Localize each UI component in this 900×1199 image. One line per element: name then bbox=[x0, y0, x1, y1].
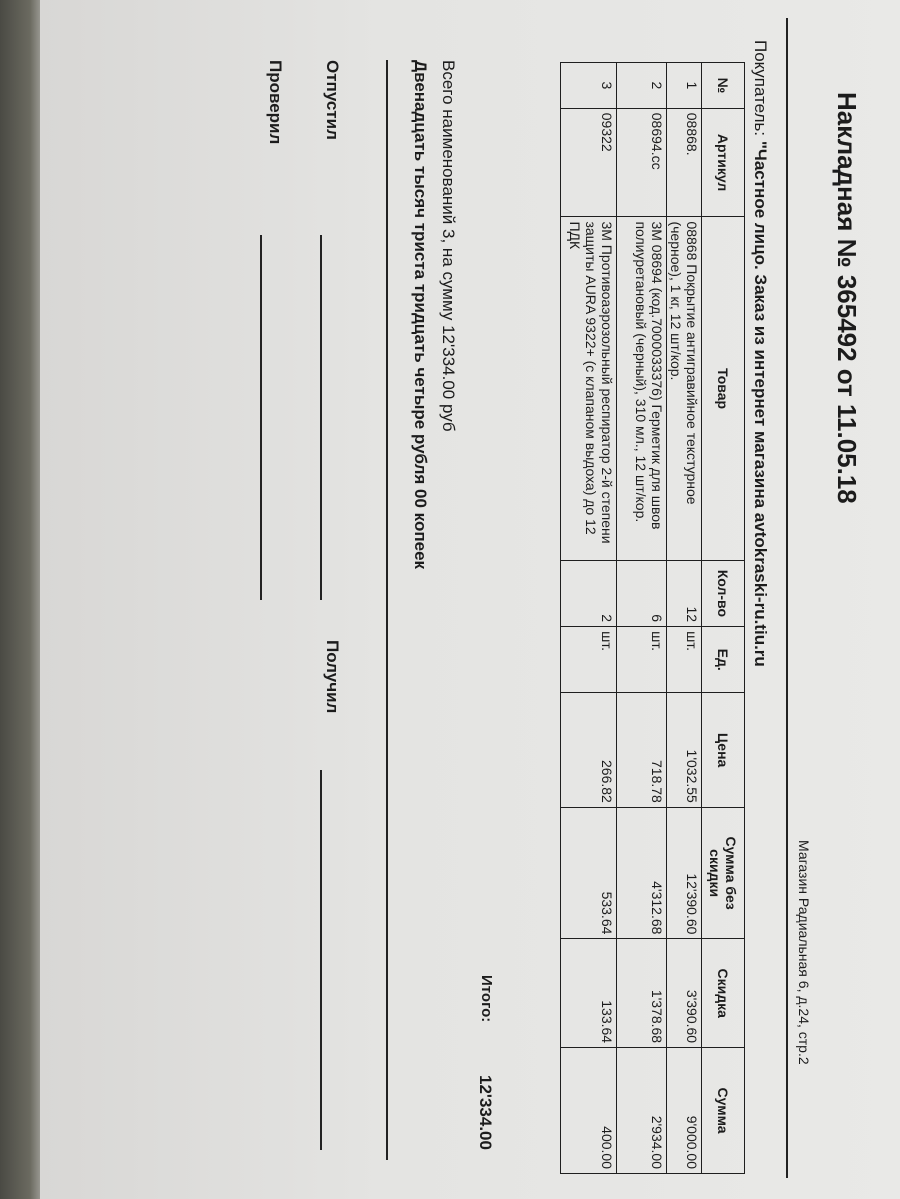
cell-discount: 133.64 bbox=[561, 939, 617, 1048]
header-discount: Скидка bbox=[702, 939, 745, 1048]
cell-num: 3 bbox=[561, 63, 617, 109]
cell-unit: шт. bbox=[561, 627, 617, 693]
cell-num: 1 bbox=[667, 63, 702, 109]
header-divider bbox=[786, 18, 788, 1178]
cell-qty: 12 bbox=[667, 560, 702, 626]
cell-sum-no-discount: 12'390.60 bbox=[667, 807, 702, 939]
header-sum: Сумма bbox=[702, 1048, 745, 1174]
summary-divider bbox=[386, 60, 388, 1160]
items-table bbox=[560, 62, 745, 1174]
cell-article: 09322 bbox=[561, 108, 617, 217]
buyer-line bbox=[750, 40, 770, 667]
header-product: Товар bbox=[702, 217, 745, 560]
header-article: Артикул bbox=[702, 108, 745, 217]
items-summary: Всего наименований 3, на сумму 12'334.00 руб bbox=[439, 60, 458, 432]
checked-label: Проверил bbox=[266, 60, 285, 145]
cell-sum: 2'934.00 bbox=[617, 1048, 667, 1174]
cell-unit: шт. bbox=[617, 627, 667, 693]
cell-price: 718.78 bbox=[617, 693, 667, 807]
header-price: Цена bbox=[702, 693, 745, 807]
cell-product: 3M Противоаэрозольный респиратор 2-й степени защиты AURA 9322+ (с клапаном выдоха) до 12 ПДК bbox=[561, 217, 617, 560]
cell-discount: 3'390.60 bbox=[667, 939, 702, 1048]
cell-article: 08694.cc bbox=[617, 108, 667, 217]
cell-price: 266.82 bbox=[561, 693, 617, 807]
cell-num: 2 bbox=[617, 63, 667, 109]
checked-signature-line bbox=[261, 235, 263, 600]
released-label: Отпустил bbox=[323, 60, 342, 140]
buyer-value: "Частное лицо. Заказ из интернет магазина avtokraski-ru.tiu.ru bbox=[751, 140, 770, 667]
cell-discount: 1'378.68 bbox=[617, 939, 667, 1048]
cell-price: 1'032.55 bbox=[667, 693, 702, 807]
header-num: № bbox=[702, 63, 745, 109]
received-label: Получил bbox=[323, 640, 342, 714]
cell-sum-no-discount: 4'312.68 bbox=[617, 807, 667, 939]
total-value: 12'334.00 bbox=[476, 1075, 495, 1150]
header-unit: Ед. bbox=[702, 627, 745, 693]
cell-product: 08868 Покрытие антигравийное текстурное (черное), 1 кг, 12 шт/кор. bbox=[667, 217, 702, 560]
header-sum-no-discount: Сумма без скидки bbox=[702, 807, 745, 939]
total-label: Итого: bbox=[478, 975, 495, 1023]
shop-address: Магазин Радиальная 6, д.24, стр.2 bbox=[796, 840, 812, 1065]
cell-unit: шт. bbox=[667, 627, 702, 693]
table-row bbox=[561, 63, 617, 1174]
released-signature-line bbox=[321, 235, 323, 600]
header-qty: Кол-во bbox=[702, 560, 745, 626]
cell-qty: 2 bbox=[561, 560, 617, 626]
cell-product: 3M 08694 (код.7000033376) Герметик для швов полиуретановый (черный), 310 мл., 12 шт/кор. bbox=[617, 217, 667, 560]
cell-qty: 6 bbox=[617, 560, 667, 626]
cell-article: 08868. bbox=[667, 108, 702, 217]
table-header-row bbox=[702, 63, 745, 1174]
cell-sum: 9'000.00 bbox=[667, 1048, 702, 1174]
cell-sum: 400.00 bbox=[561, 1048, 617, 1174]
table-row bbox=[617, 63, 667, 1174]
received-signature-line bbox=[321, 770, 323, 1150]
invoice-title: Накладная № 365492 от 11.05.18 bbox=[832, 92, 862, 504]
buyer-label: Покупатель: bbox=[751, 40, 770, 137]
table-row bbox=[667, 63, 702, 1174]
cell-sum-no-discount: 533.64 bbox=[561, 807, 617, 939]
amount-in-words: Двенадцать тысяч триста тридцать четыре рубля 00 копеек bbox=[411, 60, 430, 570]
